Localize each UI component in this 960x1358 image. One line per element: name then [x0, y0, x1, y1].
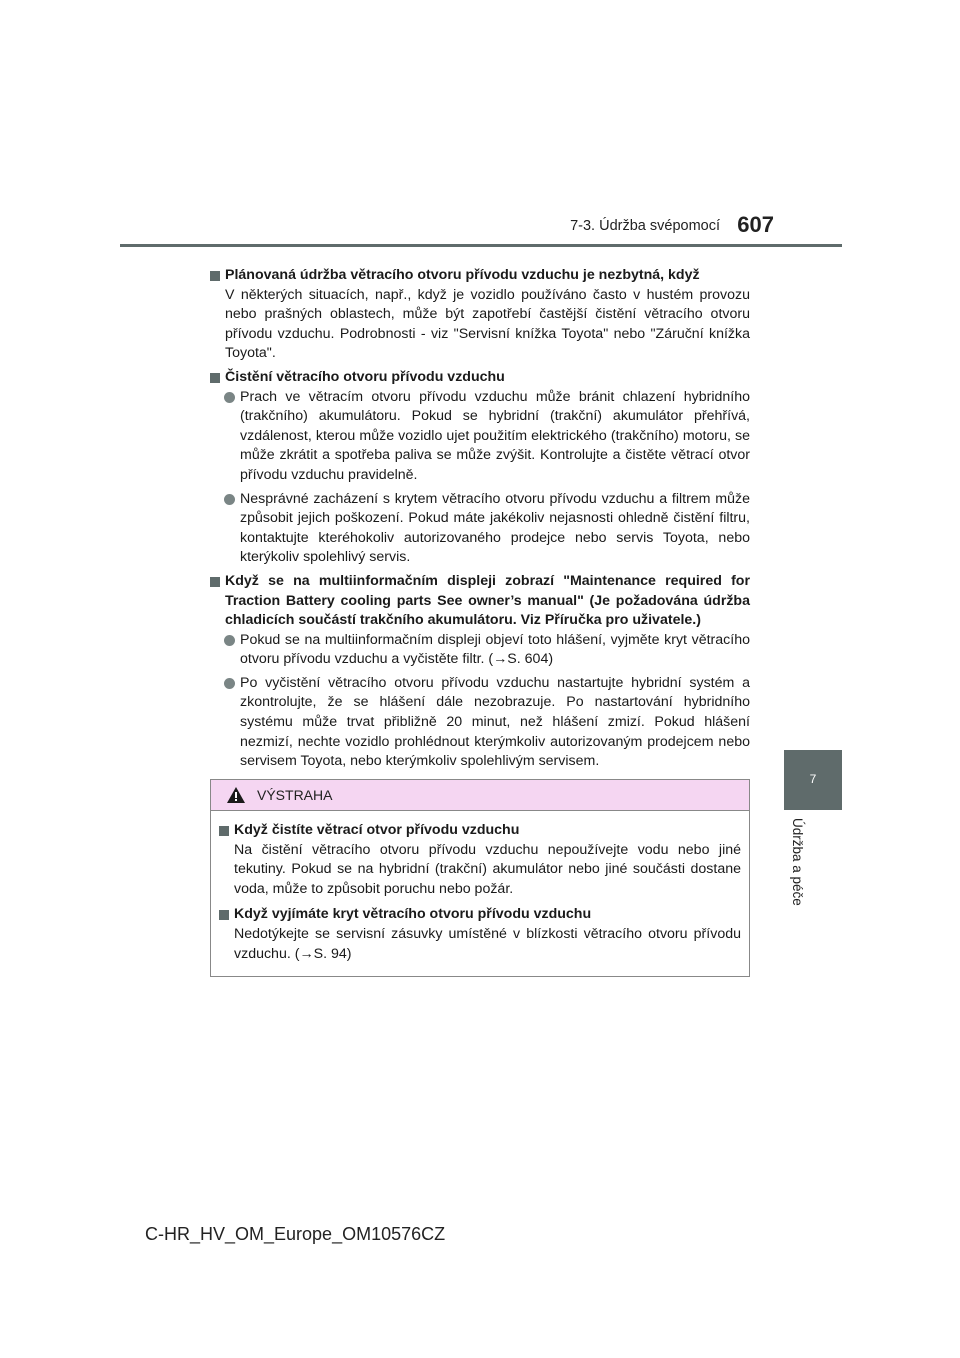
- square-bullet-icon: [219, 826, 229, 836]
- document-id: C-HR_HV_OM_Europe_OM10576CZ: [145, 1224, 446, 1244]
- heading-text: Když čistíte větrací otvor přívodu vzduchu: [234, 822, 520, 838]
- heading-text: Když se na multiinformačním displeji zobrazí "Maintenance required for Traction Battery cooling parts See owner’s manual" (Je požadována údržba chladicích součástí trakčního akumulátoru. Viz Příručka pro uživatele.): [225, 572, 750, 629]
- list-item-text: Prach ve větracím otvoru přívodu vzduchu může bránit chlazení hybridního (trakčního) akumulátoru. Pokud se hybridní (trakční) akumulátor přehřívá, vzdálenost, kterou může vozidlo ujet použitím elektrického (trakčního) motoru, se může zkrátit a spotřeba paliva se může zvýšit. Kontrolujte a čistěte větrací otvor přívodu vzduchu pravidelně.: [240, 388, 750, 483]
- list-item: [210, 490, 750, 568]
- heading-text: Když vyjímáte kryt větracího otvoru přívodu vzduchu: [234, 906, 592, 923]
- warning-item-heading: [219, 905, 741, 925]
- section-heading: [210, 266, 750, 286]
- round-bullet-icon: [224, 494, 235, 505]
- round-bullet-icon: [224, 392, 235, 403]
- list-item-text: Nesprávné zacházení s krytem větracího otvoru přívodu vzduchu a filtrem může způsobit jejich poškození. Pokud máte jakékoliv nejasnosti ohledně čistění filtru, kontaktujte kteréhokoliv autorizovaného prodejce nebo servis Toyota, nebo kterýkoliv spolehlivý servis.: [240, 490, 750, 566]
- heading-text: Plánovaná údržba větracího otvoru přívodu vzduchu je nezbytná, když: [225, 267, 700, 283]
- square-bullet-icon: [210, 271, 220, 281]
- chapter-label-container: [780, 818, 810, 928]
- section-heading: [210, 368, 750, 388]
- warning-item-text: Na čistění větracího otvoru přívodu vzduchu nepoužívejte vodu nebo jiné tekutiny. Pokud se na hybridní (trakční) akumulátor nebo jiné součásti dostane voda, může to způsobit poruchu nebo požár.: [234, 841, 741, 897]
- warning-item-heading: [219, 821, 741, 841]
- square-bullet-icon: [210, 373, 220, 383]
- round-bullet-icon: [224, 678, 235, 689]
- list-item-text: Pokud se na multiinformačním displeji objeví toto hlášení, vyjměte kryt větracího otvoru přívodu vzduchu a vyčistěte filtr. (→S. 604): [240, 631, 750, 668]
- main-content: [210, 262, 750, 772]
- square-bullet-icon: [210, 577, 220, 587]
- page-header: [120, 212, 842, 246]
- section-paragraph: V některých situacích, např., když je vozidlo používáno často v hustém provozu nebo prašných oblastech, může být zapotřebí častější čistění větracího otvoru přívodu vzduchu. Podrobnosti - viz "Servisní knížka Toyota" nebo "Záruční knížka Toyota".: [225, 286, 750, 362]
- list-item-text: Po vyčistění větracího otvoru přívodu vzduchu nastartujte hybridní systém a zkontrolujte, že se hlášení dále nezobrazuje. Po nastartování hybridního systému může trvat přibližně 20 minut, než hlášení zmizí. Pokud hlášení nezmizí, nechte vozidlo prohlédnout kterýmkoliv autorizovaným prodejcem nebo servisem Toyota, nebo kterýmkoliv spolehlivým servisem.: [240, 674, 750, 770]
- square-bullet-icon: [219, 910, 229, 920]
- warning-title: VÝSTRAHA: [257, 787, 333, 803]
- section-title: 7-3. Údržba svépomocí: [570, 218, 720, 234]
- list-item: [210, 631, 750, 670]
- chapter-tab: [784, 750, 842, 810]
- list-item: [210, 388, 750, 486]
- warning-item-text: Nedotýkejte se servisní zásuvky umístěné v blízkosti větracího otvoru přívodu vzduchu. (→S. 94): [234, 925, 741, 962]
- chapter-number: 7: [809, 772, 817, 786]
- header-rule: [120, 244, 842, 247]
- warning-box: [210, 779, 750, 977]
- section-heading: [210, 572, 750, 631]
- list-item: [210, 674, 750, 772]
- warning-triangle-icon: [226, 786, 246, 804]
- warning-body: [211, 811, 749, 964]
- page-number: 607: [737, 212, 774, 237]
- heading-text: Čistění větracího otvoru přívodu vzduchu: [225, 368, 505, 385]
- warning-header: [211, 780, 749, 811]
- chapter-label: Údržba a péče: [790, 818, 805, 906]
- round-bullet-icon: [224, 635, 235, 646]
